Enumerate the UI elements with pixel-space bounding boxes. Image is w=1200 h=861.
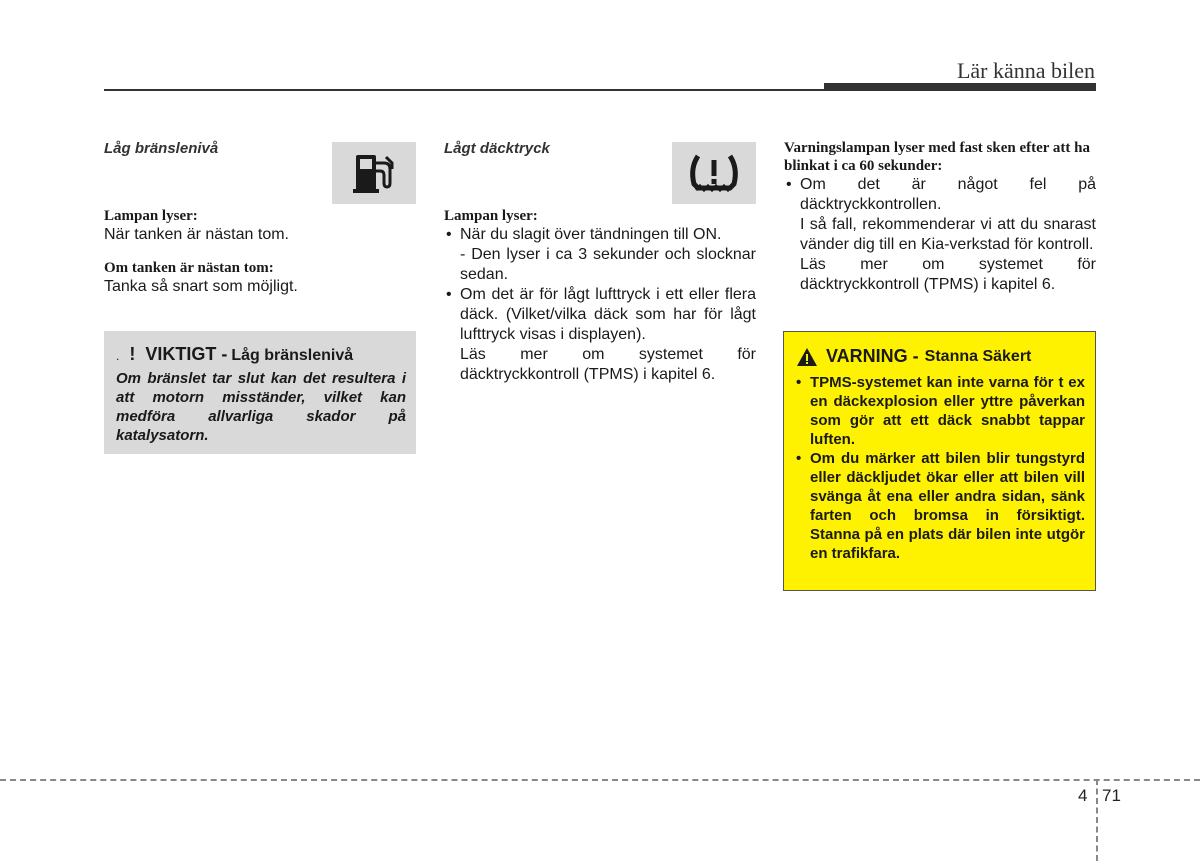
fuel-pump-icon (350, 149, 398, 197)
notice-title (116, 343, 406, 365)
footer-divider (1096, 779, 1098, 861)
notice-title-main: VIKTIGT - (145, 344, 228, 364)
tire-pressure-warning-light (672, 142, 756, 204)
notice-title-sub: Låg bränslenivå (231, 347, 354, 364)
low-fuel-empty-label: Om tanken är nästan tom: (104, 260, 274, 276)
column-low-tire-pressure (444, 130, 756, 385)
page-header-title: Lär känna bilen (956, 58, 1095, 83)
header-rule-accent (824, 83, 1096, 91)
warning-title (794, 346, 1085, 367)
tire-pressure-icon (686, 150, 742, 196)
tire-pressure-lamp-label: Lampan lyser: (444, 208, 538, 224)
exclamation-icon: ! (129, 344, 136, 364)
tpms-paragraph: I så fall, rekommenderar vi att du snarast vänder dig till en Kia-verkstad för kontroll. (800, 216, 1096, 253)
tire-pressure-list (444, 225, 756, 245)
list-item: • Om det är för lågt lufttryck i ett eller flera däck. (Vilket/vilka däck som har för lågt lufttryck visas i displayen). (444, 285, 756, 345)
list-item: • TPMS-systemet kan inte varna för t ex en däckexplosion eller yttre påverkan som gör att ett däck snabbt tappar luften. (794, 373, 1085, 449)
warning-title-sub: Stanna Säkert (924, 347, 1032, 365)
column-tpms-fault (784, 139, 1096, 295)
low-fuel-subheading: Låg bränslenivå (104, 140, 219, 157)
list-item: • Om du märker att bilen blir tungstyrd eller däckljudet ökar eller att bilen vill svänga åt ena eller andra sidan, sänk farten och bromsa in försiktigt. Stanna på en plats där bilen inte utgör en trafikfara. (794, 449, 1085, 563)
tpms-list (784, 175, 1096, 215)
low-fuel-warning-light (332, 142, 416, 204)
page-number: 71 (1102, 786, 1121, 805)
footer-rule (0, 779, 1200, 781)
warning-title-main: VARNING - (826, 346, 919, 366)
tpms-intro: Varningslampan lyser med fast sken efter att ha blinkat i ca 60 sekunder: (784, 140, 1090, 174)
list-item-detail: Läs mer om systemet för däcktryckkontroll (TPMS) i kapitel 6. (460, 346, 756, 383)
notice-box-important (104, 331, 416, 454)
low-fuel-lamp-label: Lampan lyser: (104, 208, 198, 224)
warning-triangle-icon (796, 347, 818, 367)
list-item: • När du slagit över tändningen till ON. (444, 225, 756, 245)
list-item: • Om det är något fel på däcktryckkontrollen. (784, 175, 1096, 215)
header-rule (104, 89, 824, 91)
warning-box (783, 331, 1096, 591)
low-fuel-lamp-text: När tanken är nästan tom. (104, 226, 289, 243)
notice-body: Om bränslet tar slut kan det resultera i att motorn misständer, vilket kan medföra allvarliga skador på katalysatorn. (116, 370, 406, 444)
tpms-paragraph: Läs mer om systemet för däcktryckkontroll (TPMS) i kapitel 6. (800, 256, 1096, 293)
notice-marker-icon: . (116, 349, 120, 363)
chapter-number: 4 (1078, 786, 1088, 805)
column-low-fuel (104, 130, 416, 297)
warning-list (794, 373, 1085, 563)
list-item-detail: - Den lyser i ca 3 sekunder och slocknar sedan. (460, 246, 756, 283)
tire-pressure-subheading: Lågt däcktryck (444, 140, 550, 157)
tire-pressure-list (444, 285, 756, 345)
low-fuel-empty-text: Tanka så snart som möjligt. (104, 278, 298, 295)
